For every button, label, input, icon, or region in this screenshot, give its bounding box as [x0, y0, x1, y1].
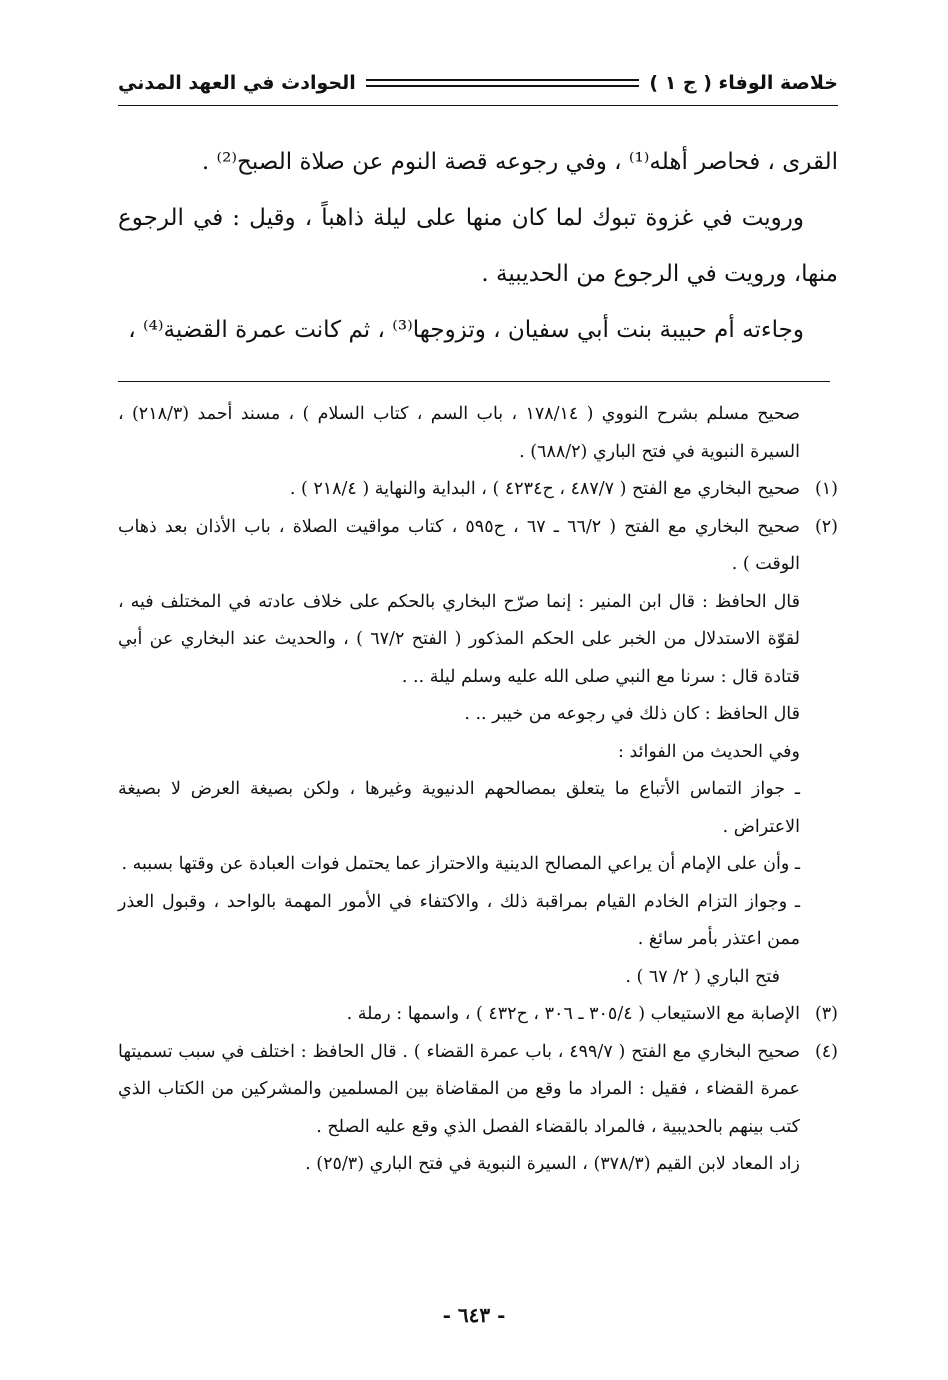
header-double-rule — [366, 79, 640, 87]
page-number: - ٦٤٣ - — [442, 1303, 506, 1327]
footnote-paragraph: قال الحافظ : كان ذلك في رجوعه من خيبر .. . — [464, 704, 800, 724]
footnotes — [118, 396, 838, 1184]
footnote-text: صحيح البخاري مع الفتح ( ٤٩٩/٧ ، باب عمرة القضاء ) . قال الحافظ : اختلف في سبب تسميتها عمرة القضاء ، فقيل : المراد ما وقع من المقاضاة بين المسلمين والمشركين من الكتاب الذي كتب بينهم بالحديبية ، فالمراد بالقضاء الفصل الذي وقع عليه الصلح . — [118, 1041, 800, 1137]
footnote-number: (١) — [814, 479, 838, 499]
footnote-paragraph: زاد المعاد لابن القيم (٣٧٨/٣) ، السيرة النبوية في فتح الباري (٢٥/٣) . — [305, 1154, 800, 1174]
main-paragraph: وجاءته أم حبيبة بنت أبي سفيان ، وتزوجها⁽³⁾ ، ثم كانت عمرة القضية⁽⁴⁾ ، — [128, 317, 804, 343]
footnote-bullet: ـ وأن على الإمام أن يراعي المصالح الدينية والاحتراز عما يحتمل فوات العبادة عن وقتها بسببه . — [121, 854, 800, 874]
footnote-bullet: ـ وجواز التزام الخادم القيام بمراقبة ذلك ، والاكتفاء في الأمور المهمة بالواحد ، وقبول العذر ممن اعتذر بأمر سائغ . — [118, 891, 800, 949]
header-divider — [118, 105, 838, 106]
book-title: خلاصة الوفاء ( ج ١ ) — [649, 72, 838, 94]
footnote-continued: صحيح مسلم بشرح النووي ( ١٧٨/١٤ ، باب السم ، كتاب السلام ) ، مسند أحمد (٢١٨/٣) ، السيرة النبوية في فتح الباري (٦٨٨/٢) . — [118, 404, 801, 462]
footnote-number: (٢) — [814, 516, 838, 537]
footnote-text: صحيح البخاري مع الفتح ( ٤٨٧/٧ ، ح٤٢٣٤ ) ، البداية والنهاية ( ٢١٨/٤ ) . — [289, 479, 800, 499]
footnote-bullet: ـ جواز التماس الأتباع ما يتعلق بمصالحهم الدنيوية وغيرها ، ولكن بصيغة العرض لا بصيغة الاعتراض . — [118, 779, 800, 837]
footnote-number: (٤) — [814, 1041, 838, 1062]
footnote-text: صحيح البخاري مع الفتح ( ٦٦/٢ ـ ٦٧ ، ح٥٩٥ ، كتاب مواقيت الصلاة ، باب الأذان بعد ذهاب الوقت ) . — [118, 516, 800, 574]
footnote-separator — [118, 381, 830, 382]
main-paragraph: ورويت في غزوة تبوك لما كان منها على ليلة ذاهباً ، وقيل : في الرجوع منها، ورويت في الرجوع من الحديبية . — [118, 205, 838, 287]
footnote-2 — [118, 509, 838, 584]
main-text — [118, 134, 838, 358]
footnote-1 — [118, 471, 838, 509]
footnote-text: الإصابة مع الاستيعاب ( ٣٠٥/٤ ـ ٣٠٦ ، ح٤٣٢ ) ، واسمها : رملة . — [346, 1004, 800, 1024]
main-paragraph: القرى ، فحاصر أهله⁽¹⁾ ، وفي رجوعه قصة النوم عن صلاة الصبح⁽²⁾ . — [201, 149, 838, 175]
footnote-citation: فتح الباري ( ٢/ ٦٧ ) . — [625, 966, 780, 987]
footnote-paragraph: وفي الحديث من الفوائد : — [618, 741, 800, 762]
running-header — [118, 66, 838, 100]
footnote-3 — [118, 996, 838, 1034]
chapter-title: الحوادث في العهد المدني — [118, 72, 356, 94]
footnote-paragraph: قال الحافظ : قال ابن المنير : إنما صرّح البخاري بالحكم على خلاف عادته في المختلف فيه ، لقوّة الاستدلال من الخبر على الحكم المذكور ( الفتح ٦٧/٢ ) ، والحديث عند البخاري عن أبي قتادة قال : سرنا مع النبي صلى الله عليه وسلم ليلة .. . — [118, 591, 800, 687]
footnote-number: (٣) — [814, 1004, 838, 1024]
footnote-4 — [118, 1034, 838, 1147]
